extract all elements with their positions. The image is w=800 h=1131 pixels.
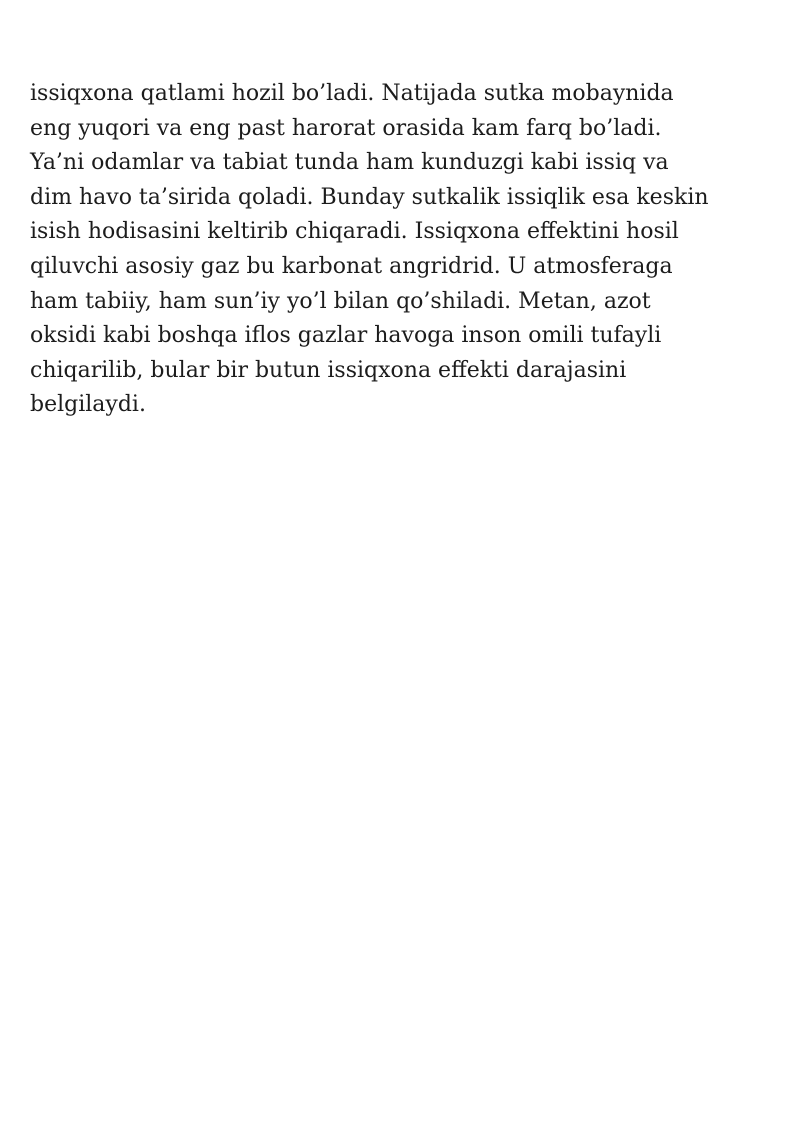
text-line: belgilaydi. <box>30 392 146 418</box>
text-line: ham tabiiy, ham sun’iy yo’l bilan qo’shiladi. Metan, azot <box>30 288 651 314</box>
body-paragraph <box>30 77 780 423</box>
text-line: qiluvchi asosiy gaz bu karbonat angridrid. U atmosferaga <box>30 253 673 279</box>
text-line: oksidi kabi boshqa iflos gazlar havoga inson omili tufayli <box>30 323 662 349</box>
text-line: isish hodisasini keltirib chiqaradi. Issiqxona effektini hosil <box>30 219 679 245</box>
text-line: Ya’ni odamlar va tabiat tunda ham kunduzgi kabi issiq va <box>30 150 669 176</box>
text-line: chiqarilib, bular bir butun issiqxona effekti darajasini <box>30 357 627 383</box>
text-line: dim havo ta’sirida qoladi. Bunday sutkalik issiqlik esa keskin <box>30 184 709 210</box>
text-line: eng yuqori va eng past harorat orasida kam farq bo’ladi. <box>30 115 662 141</box>
text-line: issiqxona qatlami hozil bo’ladi. Natijada sutka mobaynida <box>30 81 674 106</box>
